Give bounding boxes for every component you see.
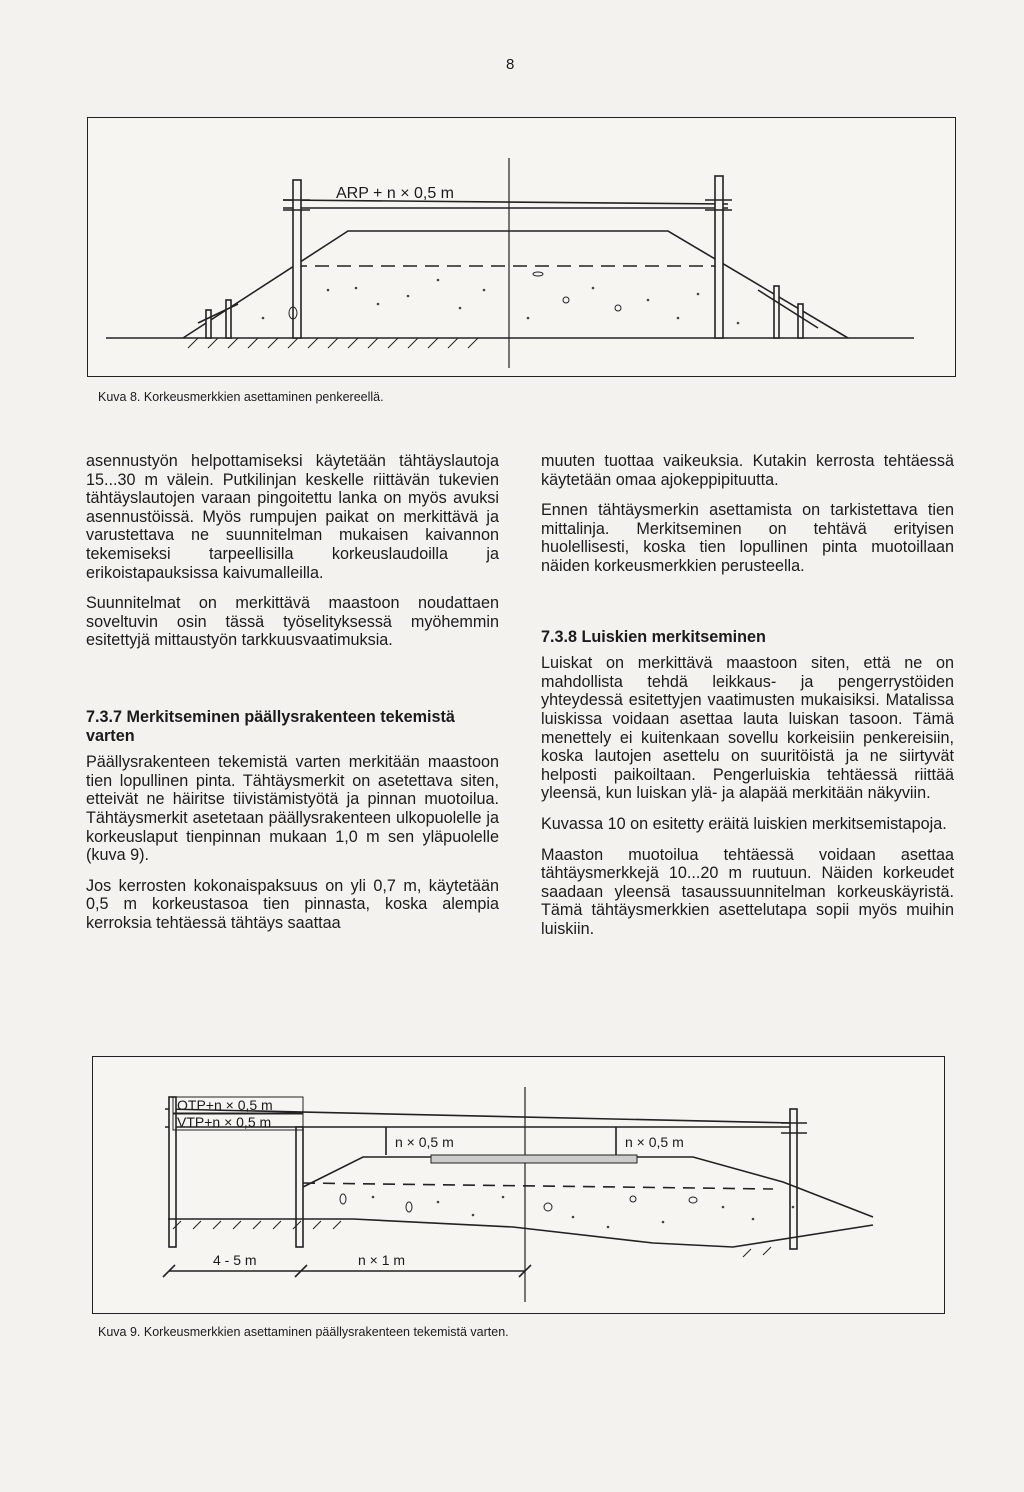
vtp-label: VTP+n × 0,5 m (177, 1114, 272, 1130)
paragraph: Luiskat on merkittävä maastoon siten, että ne on mahdollista tehdä leikkaus- ja pengerrystöiden yhteydessä esitettyjen vaatimusten mukaisiksi. Matalissa luiskissa voidaan asettaa lauta luiskan tasoon. Tämä menettely ei kuitenkaan sovellu korkeisiin penkereisiin, koska lautojen asettelu on suuritöistä ja ne siirtyvät helposti paikoiltaan. Pengerluiskia tehtäessä riittää yleensä, kun luiskan ylä- ja alapää merkitään näkyviin. (541, 654, 954, 803)
left-column (86, 452, 499, 944)
right-column (541, 452, 954, 950)
paragraph: Maaston muotoilua tehtäessä voidaan asettaa tähtäysmerkkejä 10...20 m ruutuun. Näiden korkeudet saadaan yleensä tasaussuunnitelman korkeuskäyristä. Tämä tähtäysmerkkien asettelutapa sopii myös muihin luiskiin. (541, 845, 954, 938)
pavement-diagram (93, 1057, 944, 1313)
page-number: 8 (506, 56, 515, 73)
arp-label: ARP + n × 0,5 m (336, 185, 454, 202)
otp-label: OTP+n × 0,5 m (177, 1097, 273, 1113)
figure-8-caption: Kuva 8. Korkeusmerkkien asettaminen penkereellä. (98, 390, 384, 404)
dimension-left: 4 - 5 m (213, 1252, 257, 1268)
paragraph: Päällysrakenteen tekemistä varten merkitään maastoon tien lopullinen pinta. Tähtäysmerkit on asetettava siten, etteivät ne häiritse tiivistämistyötä ja pinnan muotoilua. Tähtäysmerkit asetetaan päällysrakenteen ulkopuolelle ja korkeuslaput tienpinnan mukaan 1,0 m sen yläpuolelle (kuva 9). (86, 753, 499, 865)
n-label-right: n × 0,5 m (625, 1134, 684, 1150)
paragraph: asennustyön helpottamiseksi käytetään tähtäyslautoja 15...30 m välein. Putkilinjan keskelle riittävän tukevien tähtäyslautojen varaan pingoitettu lanka on myös avuksi asennustöissä. Myös rumpujen paikat on merkittävä ja varustettava ne suunnitelman mukaisen kaivannon tekemiseksi tarpeellisilla korkeuslaudoilla ja erikoistapauksissa kaivumalleilla. (86, 452, 499, 582)
paragraph: Kuvassa 10 on esitetty eräitä luiskien merkitsemistapoja. (541, 814, 947, 833)
figure-8 (87, 117, 956, 377)
paragraph: Suunnitelmat on merkittävä maastoon noudattaen soveltuvin osin tässä työselityksessä myöhemmin esitettyjä mittaustyön tarkkuusvaatimuksia. (86, 594, 499, 650)
paragraph: muuten tuottaa vaikeuksia. Kutakin kerrosta tehtäessä käytetään omaa ajokeppipituutta. (541, 452, 954, 489)
paragraph: Jos kerrosten kokonaispaksuus on yli 0,7 m, käytetään 0,5 m korkeustasoa tien pinnasta, koska alempia kerroksia tehtäessä tähtäys saattaa (86, 876, 499, 932)
figure-9 (92, 1056, 945, 1314)
paragraph: Ennen tähtäysmerkin asettamista on tarkistettava tien mittalinja. Merkitseminen on tehtävä erityisen huolellisesti, koska tien lopullinen pinta muotoillaan näiden korkeusmerkkien perusteella. (541, 501, 954, 575)
figure-9-caption: Kuva 9. Korkeusmerkkien asettaminen päällysrakenteen tekemistä varten. (98, 1325, 509, 1339)
n-label-left: n × 0,5 m (395, 1134, 454, 1150)
embankment-diagram (88, 118, 955, 376)
section-heading-7-3-8: 7.3.8 Luiskien merkitseminen (541, 627, 766, 646)
dimension-right: n × 1 m (358, 1252, 406, 1268)
section-heading-7-3-7: 7.3.7 Merkitseminen päällysrakenteen tekemistä varten (86, 707, 455, 745)
